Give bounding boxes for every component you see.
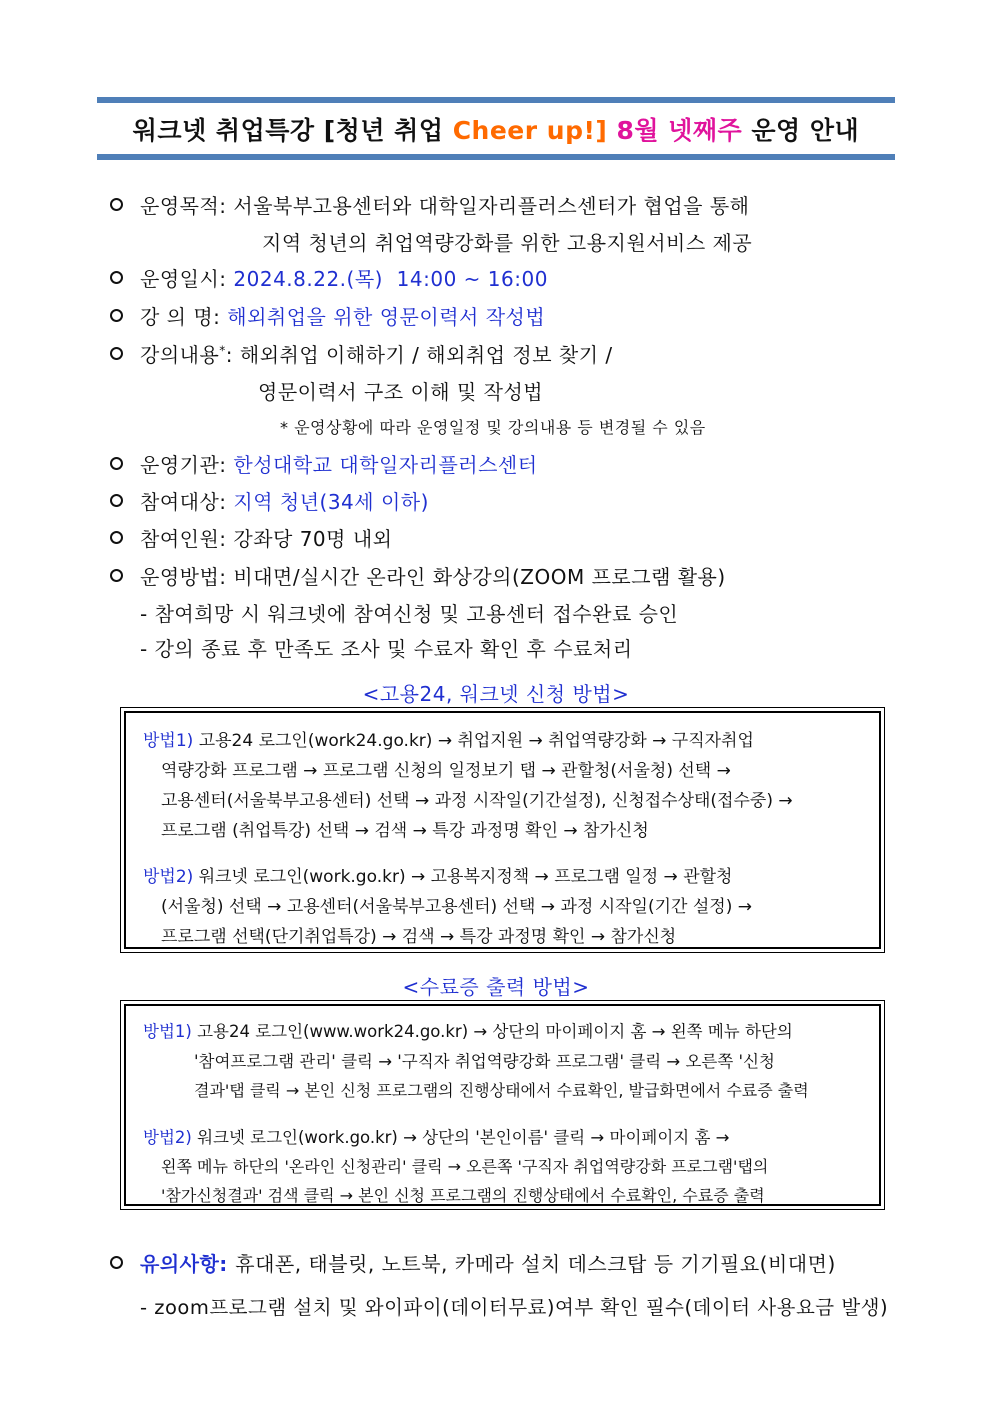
apply-m1-line-3: 고용센터(서울북부고용센터) 선택 → 과정 시작일(기간설정), 신청접수상태(접수중) → xyxy=(161,791,793,811)
bullet-icon xyxy=(110,1256,123,1269)
title-cheer-up: Cheer up!] xyxy=(452,116,608,145)
cert-m1-line-3: 결과'탭 클릭 → 본인 신청 프로그램의 진행상태에서 수료확인, 발급화면에서 수료증 출력 xyxy=(194,1081,809,1100)
apply-m1-text-1: 고용24 로그인(work24.go.kr) → 취업지원 → 취업역량강화 → 구직자취업 xyxy=(193,731,754,751)
date-label: 운영일시: xyxy=(140,267,234,291)
apply-m1-line-1 xyxy=(143,726,754,751)
org-label: 운영기관: xyxy=(140,453,234,477)
content-line-2: 영문이력서 구조 이해 및 작성법 xyxy=(258,380,544,404)
purpose-line-2: 지역 청년의 취업역량강화를 위한 고용지원서비스 제공 xyxy=(262,231,753,255)
target-value: 지역 청년(34세 이하) xyxy=(233,490,429,514)
title-bottom-rule xyxy=(97,154,895,160)
count-label: 참여인원: xyxy=(140,527,234,551)
purpose-label: 운영목적: xyxy=(140,194,234,218)
bullet-icon xyxy=(110,457,123,470)
title-week: 8월 넷째주 xyxy=(607,116,743,145)
method-label: 운영방법: xyxy=(140,565,234,589)
cert-box xyxy=(120,1000,885,1210)
content-row xyxy=(110,339,613,368)
bullet-icon xyxy=(110,531,123,544)
lecture-row xyxy=(110,301,545,330)
target-row xyxy=(110,486,429,515)
cert-m1-line-2: '참여프로그램 관리' 클릭 → '구직자 취업역량강화 프로그램' 클릭 → 오른쪽 '신청 xyxy=(194,1052,775,1071)
apply-heading: <고용24, 워크넷 신청 방법> xyxy=(362,682,630,706)
apply-m2-line-2: (서울청) 선택 → 고용센터(서울북부고용센터) 선택 → 과정 시작일(기간 설정) → xyxy=(161,897,752,917)
content-asterisk: * xyxy=(219,343,226,358)
date-row xyxy=(110,263,548,292)
caution-row xyxy=(110,1248,836,1277)
caution-dash: - zoom프로그램 설치 및 와이파이(데이터무료)여부 확인 필수(데이터 사용요금 발생) xyxy=(140,1296,889,1319)
lecture-label: 강 의 명: xyxy=(140,305,228,329)
org-row xyxy=(110,449,538,478)
title-top-rule xyxy=(97,97,895,103)
date-value: 2024.8.22.(목) 14:00 ~ 16:00 xyxy=(233,267,548,291)
count-value: 강좌당 70명 내외 xyxy=(233,527,393,551)
apply-m1-label: 방법1) xyxy=(143,731,194,751)
apply-m2-line-1 xyxy=(143,862,732,887)
bullet-icon xyxy=(110,198,123,211)
apply-m2-line-3: 프로그램 선택(단기취업특강) → 검색 → 특강 과정명 확인 → 참가신청 xyxy=(161,927,677,947)
caution-label: 유의사항: xyxy=(140,1252,236,1276)
cert-m2-line-3: '참가신청결과' 검색 클릭 → 본인 신청 프로그램의 진행상태에서 수료확인, 수료증 출력 xyxy=(161,1186,765,1205)
content-colon: : xyxy=(225,343,240,367)
apply-m2-label: 방법2) xyxy=(143,867,194,887)
count-row xyxy=(110,523,392,552)
page-title xyxy=(97,111,895,147)
bullet-icon xyxy=(110,494,123,507)
cert-m1-label: 방법1) xyxy=(143,1022,192,1041)
cert-m2-text-1: 워크넷 로그인(work.go.kr) → 상단의 '본인이름' 클릭 → 마이페이지 홈 → xyxy=(191,1128,730,1147)
cert-m2-line-1 xyxy=(143,1124,729,1148)
method-value: 비대면/실시간 온라인 화상강의(ZOOM 프로그램 활용) xyxy=(233,565,726,589)
bullet-icon xyxy=(110,271,123,284)
title-text-1: 워크넷 취업특강 [청년 취업 xyxy=(132,116,453,145)
method-dash-2: - 강의 종료 후 만족도 조사 및 수료자 확인 후 수료처리 xyxy=(140,637,633,661)
cert-m1-text-1: 고용24 로그인(www.work24.go.kr) → 상단의 마이페이지 홈 → 왼쪽 메뉴 하단의 xyxy=(191,1022,793,1041)
bullet-icon xyxy=(110,569,123,582)
cert-m2-label: 방법2) xyxy=(143,1128,192,1147)
purpose-line-1: 서울북부고용센터와 대학일자리플러스센터가 협업을 통해 xyxy=(233,194,750,218)
apply-box xyxy=(120,707,885,953)
target-label: 참여대상: xyxy=(140,490,234,514)
method-row xyxy=(110,561,726,590)
org-value: 한성대학교 대학일자리플러스센터 xyxy=(233,453,538,477)
lecture-value: 해외취업을 위한 영문이력서 작성법 xyxy=(227,305,546,329)
caution-value: 휴대폰, 태블릿, 노트북, 카메라 설치 데스크탑 등 기기필요(비대면) xyxy=(235,1252,836,1276)
content-note: * 운영상황에 따라 운영일정 및 강의내용 등 변경될 수 있음 xyxy=(280,418,706,437)
content-label: 강의내용 xyxy=(140,343,220,367)
title-text-2: 운영 안내 xyxy=(742,116,860,145)
bullet-icon xyxy=(110,309,123,322)
purpose-row xyxy=(110,190,749,219)
apply-m1-line-4: 프로그램 (취업특강) 선택 → 검색 → 특강 과정명 확인 → 참가신청 xyxy=(161,821,649,841)
title-block xyxy=(97,97,895,160)
bullet-icon xyxy=(110,347,123,360)
apply-m1-line-2: 역량강화 프로그램 → 프로그램 신청의 일정보기 탭 → 관할청(서울청) 선택 → xyxy=(161,761,731,781)
cert-heading: <수료증 출력 방법> xyxy=(402,975,590,999)
content-line-1: 해외취업 이해하기 / 해외취업 정보 찾기 / xyxy=(239,343,613,367)
method-dash-1: - 참여희망 시 워크넷에 참여신청 및 고용센터 접수완료 승인 xyxy=(140,602,679,626)
cert-m2-line-2: 왼쪽 메뉴 하단의 '온라인 신청관리' 클릭 → 오른쪽 '구직자 취업역량강화 프로그램'탭의 xyxy=(161,1157,769,1176)
apply-m2-text-1: 워크넷 로그인(work.go.kr) → 고용복지정책 → 프로그램 일정 → 관할청 xyxy=(193,867,733,887)
cert-m1-line-1 xyxy=(143,1018,793,1042)
